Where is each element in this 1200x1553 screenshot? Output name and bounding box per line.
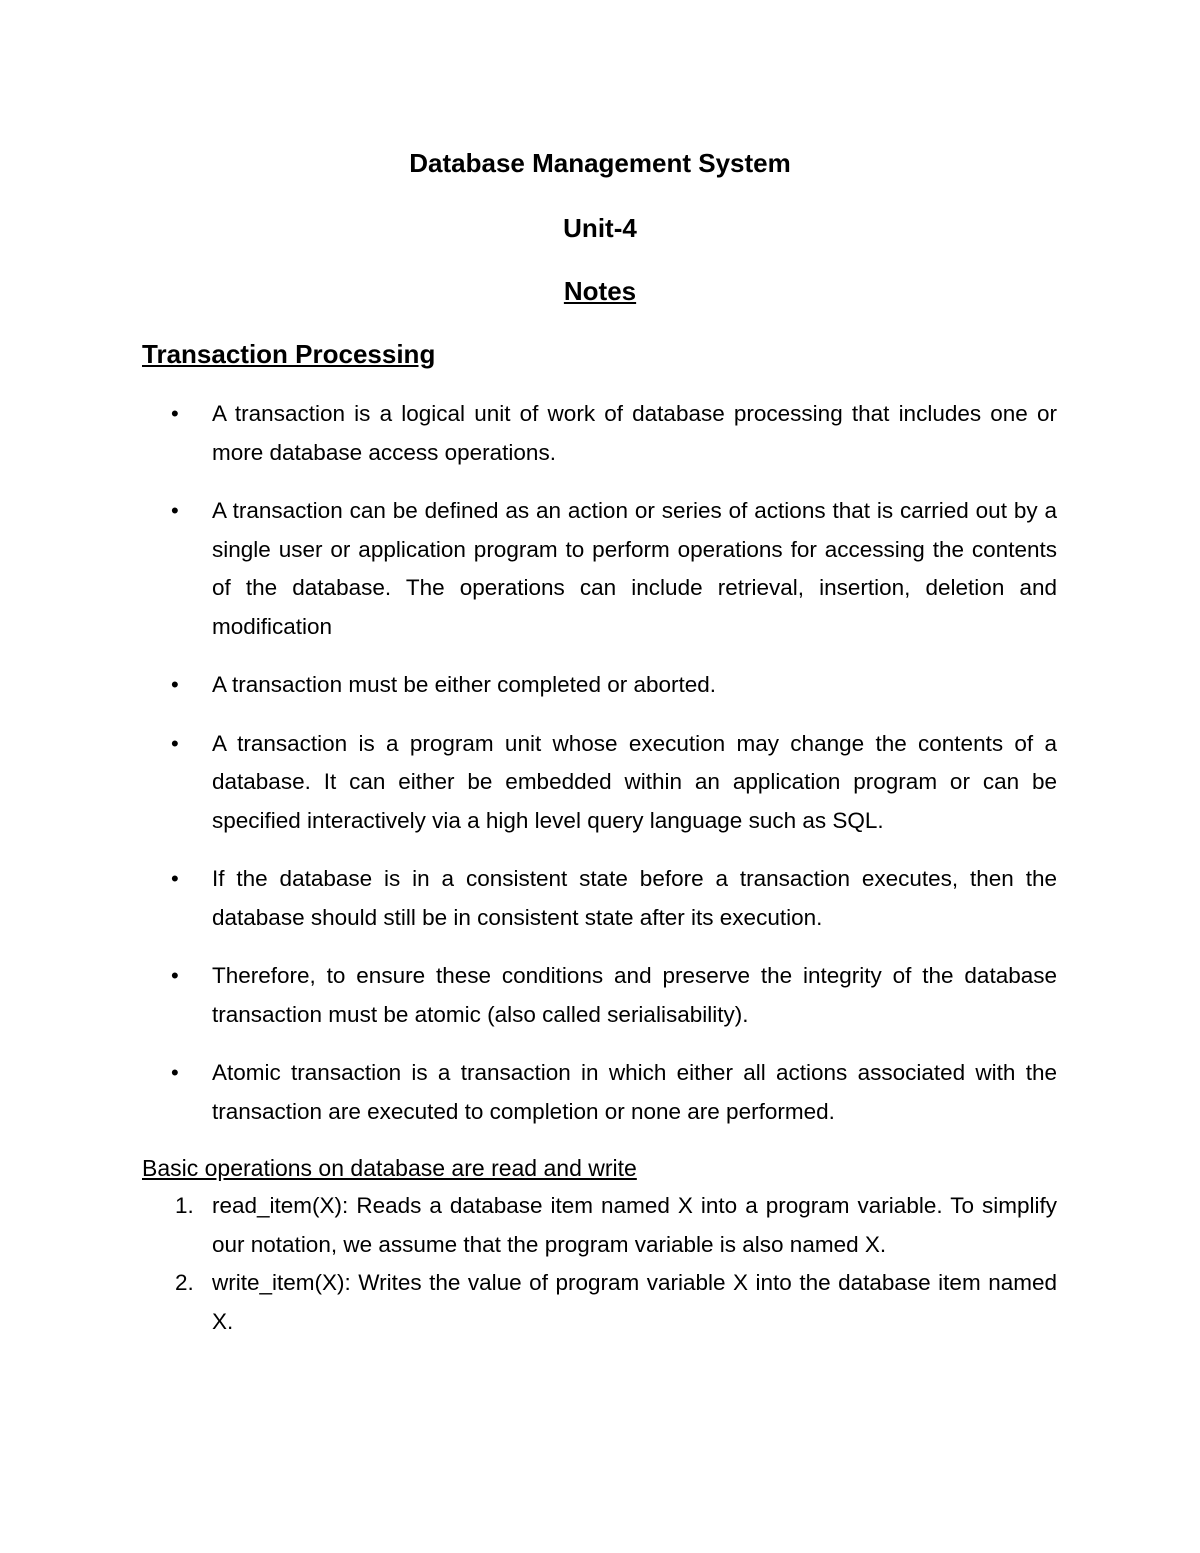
bullet-text: A transaction is a program unit whose execution may change the contents of a database. It can either be embedded within an application program or can be specified interactively via a high level query language such as SQL. xyxy=(212,730,1057,833)
list-item xyxy=(0,666,1200,705)
unit-title: Unit-4 xyxy=(563,213,637,243)
list-item xyxy=(0,1187,1200,1264)
bullet-icon: • xyxy=(171,1060,179,1085)
item-text: write_item(X): Writes the value of program variable X into the database item named X. xyxy=(212,1270,1057,1334)
list-item xyxy=(0,957,1200,1034)
list-item xyxy=(0,860,1200,937)
bullet-text: A transaction must be either completed or aborted. xyxy=(212,672,717,697)
operations-list xyxy=(0,1187,1200,1341)
bullet-icon: • xyxy=(171,498,179,523)
operations-heading: Basic operations on database are read and write xyxy=(142,1155,637,1181)
bullet-text: Atomic transaction is a transaction in which either all actions associated with the transaction are executed to completion or none are performed. xyxy=(212,1060,1057,1124)
list-item xyxy=(0,1054,1200,1131)
item-number: 1. xyxy=(175,1193,194,1218)
bullet-icon: • xyxy=(171,401,179,426)
bullet-text: If the database is in a consistent state before a transaction executes, then the database should still be in consistent state after its execution. xyxy=(212,866,1057,930)
bullet-text: Therefore, to ensure these conditions and preserve the integrity of the database transaction must be atomic (also called serialisability). xyxy=(212,963,1057,1027)
bullet-icon: • xyxy=(171,866,179,891)
bullet-icon: • xyxy=(171,730,179,756)
bullet-icon: • xyxy=(171,963,179,988)
list-item xyxy=(0,395,1200,472)
document-title: Database Management System xyxy=(409,148,791,178)
bullet-text: A transaction is a logical unit of work of database processing that includes one or more database access operations. xyxy=(212,401,1057,465)
bullet-icon: • xyxy=(171,672,179,697)
list-item xyxy=(0,492,1200,646)
notes-title: Notes xyxy=(563,276,637,306)
bullet-text: A transaction can be defined as an action or series of actions that is carried out by a single user or application program to perform operations for accessing the contents of the database. The operations can include retrieval, insertion, deletion and modification xyxy=(212,498,1057,639)
list-item xyxy=(0,1264,1200,1341)
item-number: 2. xyxy=(175,1270,194,1295)
list-item xyxy=(0,725,1200,841)
item-text: read_item(X): Reads a database item named X into a program variable. To simplify our notation, we assume that the program variable is also named X. xyxy=(212,1193,1057,1257)
bullet-list xyxy=(0,395,1200,1151)
section-heading: Transaction Processing xyxy=(142,339,436,369)
